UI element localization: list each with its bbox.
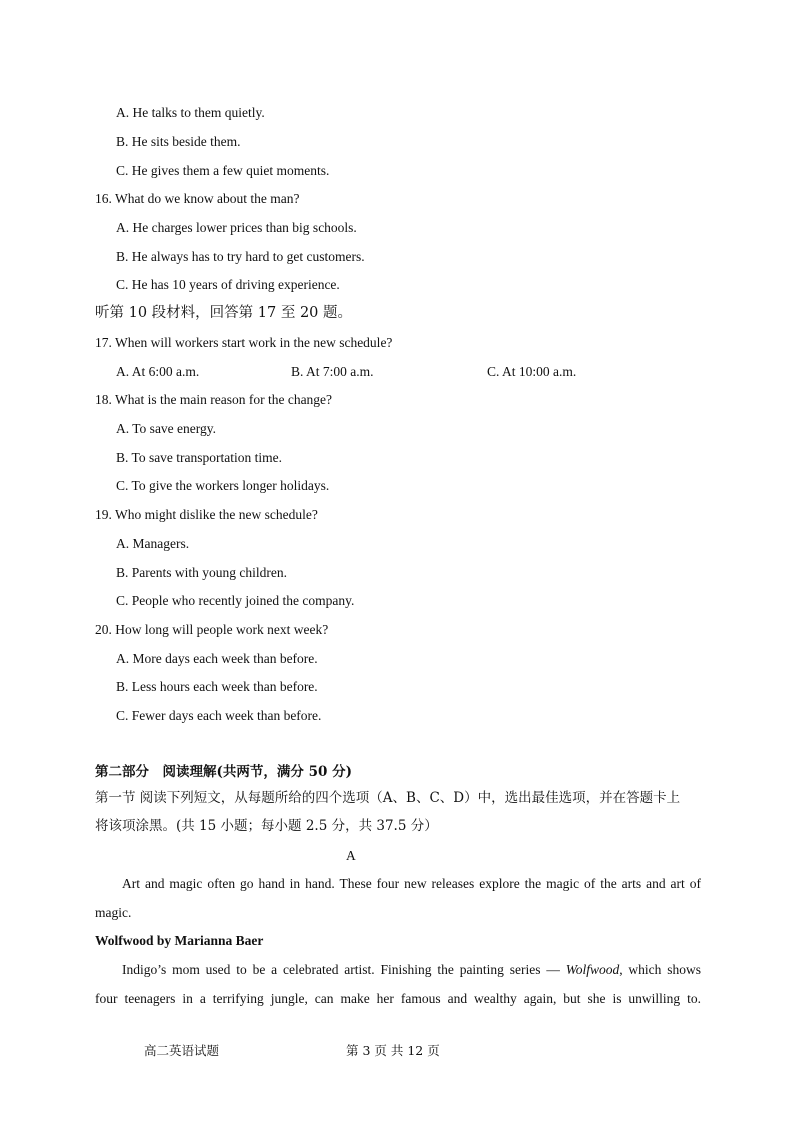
body-line1-start: Indigo’s mom used to be a celebrated artist. Finishing the painting series —: [122, 962, 566, 977]
q15-option-b: B. He sits beside them.: [116, 134, 241, 149]
q18-option-b: B. To save transportation time.: [116, 450, 283, 465]
q19-option-b: B. Parents with young children.: [116, 565, 287, 580]
passage-label: A: [346, 848, 356, 863]
painting-series-title: Wolfwood: [565, 962, 620, 977]
part2-instruction-line2: 将该项涂黑。(共 15 小题；每小题 2.5 分，共 37.5 分）: [95, 818, 438, 834]
q15-option-c: C. He gives them a few quiet moments.: [116, 163, 330, 178]
part2-instruction-line1: 第一节 阅读下列短文，从每题所给的四个选项（A、B、C、D）中，选出最佳选项，并在答题卡上: [95, 790, 681, 806]
passage-body-line2: four teenagers in a terrifying jungle, can make her famous and wealthy again, but she is unwilling to.: [95, 991, 701, 1006]
q16-option-c: C. He has 10 years of driving experience.: [116, 277, 340, 292]
q16-option-a: A. He charges lower prices than big schools.: [116, 220, 357, 235]
book-title: Wolfwood by Marianna Baer: [95, 933, 264, 948]
footer-page-info: 第 3 页 共 12 页: [346, 1043, 440, 1058]
passage-intro-line1: Art and magic often go hand in hand. These four new releases explore the magic of the arts and art of: [122, 876, 701, 891]
q18-option-a: A. To save energy.: [116, 421, 217, 436]
q17-option-a: A. At 6:00 a.m.: [116, 364, 200, 379]
body-line1-end: , which shows: [619, 962, 702, 977]
q20-option-b: B. Less hours each week than before.: [116, 679, 318, 694]
q20-option-c: C. Fewer days each week than before.: [116, 708, 322, 723]
q16-option-b: B. He always has to try hard to get customers.: [116, 249, 365, 264]
q18-stem: 18. What is the main reason for the change?: [95, 392, 333, 407]
passage-body-line1: [95, 962, 701, 978]
q17-stem: 17. When will workers start work in the new schedule?: [95, 335, 393, 350]
q19-stem: 19. Who might dislike the new schedule?: [95, 507, 318, 522]
passage-intro-line2: magic.: [95, 905, 132, 920]
q15-option-a: A. He talks to them quietly.: [116, 105, 265, 120]
part2-heading: 第二部分 阅读理解(共两节，满分 50 分): [95, 764, 352, 780]
q19-option-c: C. People who recently joined the company.: [116, 593, 355, 608]
q17-option-b: B. At 7:00 a.m.: [291, 364, 374, 379]
q17-option-c: C. At 10:00 a.m.: [487, 364, 577, 379]
q16-stem: 16. What do we know about the man?: [95, 191, 300, 206]
section10-instruction: 听第 10 段材料，回答第 17 至 20 题。: [95, 305, 353, 321]
q20-option-a: A. More days each week than before.: [116, 651, 318, 666]
q20-stem: 20. How long will people work next week?: [95, 622, 329, 637]
q18-option-c: C. To give the workers longer holidays.: [116, 478, 330, 493]
footer-subject: 高二英语试题: [144, 1043, 220, 1058]
q19-option-a: A. Managers.: [116, 536, 190, 551]
